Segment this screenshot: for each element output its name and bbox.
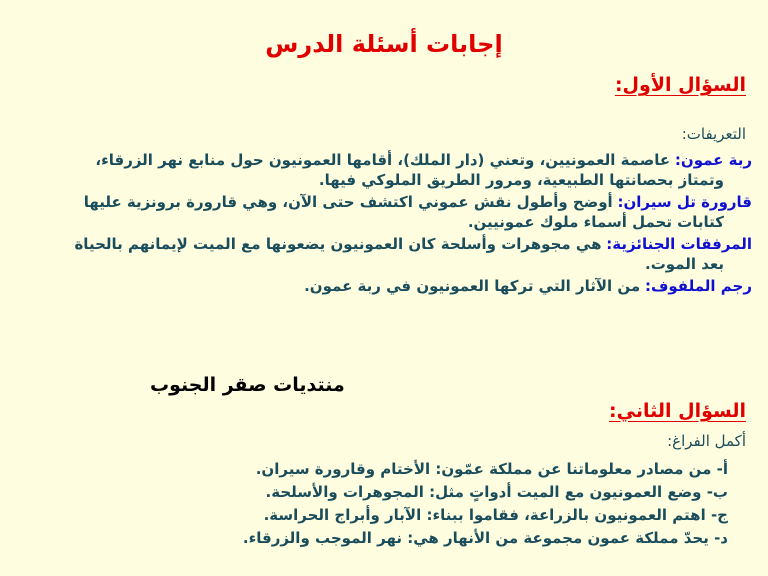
definitions-label: التعريفات: bbox=[681, 125, 746, 143]
definition-text-continued: كتابات تحمل أسماء ملوك عمونيين. bbox=[467, 213, 724, 231]
definition-item bbox=[12, 276, 752, 296]
definition-term: قارورة تل سيران: bbox=[617, 193, 752, 211]
definition-item bbox=[12, 150, 752, 190]
definition-term: رجم الملفوف: bbox=[644, 277, 752, 295]
fill-blank-item: ب- وضع العمونيون مع الميت أدواتٍ مثل: المجوهرات والأسلحة. bbox=[265, 483, 728, 501]
question-two-heading: السؤال الثاني: bbox=[609, 400, 746, 422]
definition-text: هي مجوهرات وأسلحة كان العمونيون يضعونها مع الميت لإيمانهم بالحياة bbox=[74, 235, 602, 253]
fill-blank-label: أكمل الفراغ: bbox=[667, 432, 746, 450]
definition-term: ربة عمون: bbox=[674, 151, 752, 169]
definition-text-continued: وتمتاز بحصانتها الطبيعية، ومرور الطريق الملوكي فيها. bbox=[318, 171, 724, 189]
definition-item bbox=[12, 234, 752, 274]
fill-blank-item: ج- اهتم العمونيون بالزراعة، فقاموا ببناء: الآبار وأبراج الحراسة. bbox=[263, 506, 728, 524]
fill-blank-item: د- يحدّ مملكة عمون مجموعة من الأنهار هي: نهر الموجب والزرقاء. bbox=[242, 529, 728, 547]
definition-text: أوضح وأطول نقش عموني اكتشف حتى الآن، وهي قارورة برونزية عليها bbox=[83, 193, 613, 211]
definitions-list bbox=[12, 150, 752, 298]
definition-text: من الآثار التي تركها العمونيون في ربة عمون. bbox=[304, 277, 641, 295]
forum-watermark-text: منتديات صقر الجنوب bbox=[150, 374, 345, 396]
definition-item bbox=[12, 192, 752, 232]
definition-term: المرفقات الجنائزية: bbox=[606, 235, 752, 253]
definition-text-continued: بعد الموت. bbox=[645, 255, 724, 273]
definition-text: عاصمة العمونيين، وتعني (دار الملك)، أقامها العمونيون حول منابع نهر الزرقاء، bbox=[95, 151, 671, 169]
fill-blank-list bbox=[28, 458, 728, 550]
fill-blank-item: أ- من مصادر معلوماتنا عن مملكة عمّون: الأختام وقارورة سيران. bbox=[255, 460, 728, 478]
question-one-heading: السؤال الأول: bbox=[614, 74, 746, 96]
page-title: إجابات أسئلة الدرس bbox=[265, 30, 503, 58]
